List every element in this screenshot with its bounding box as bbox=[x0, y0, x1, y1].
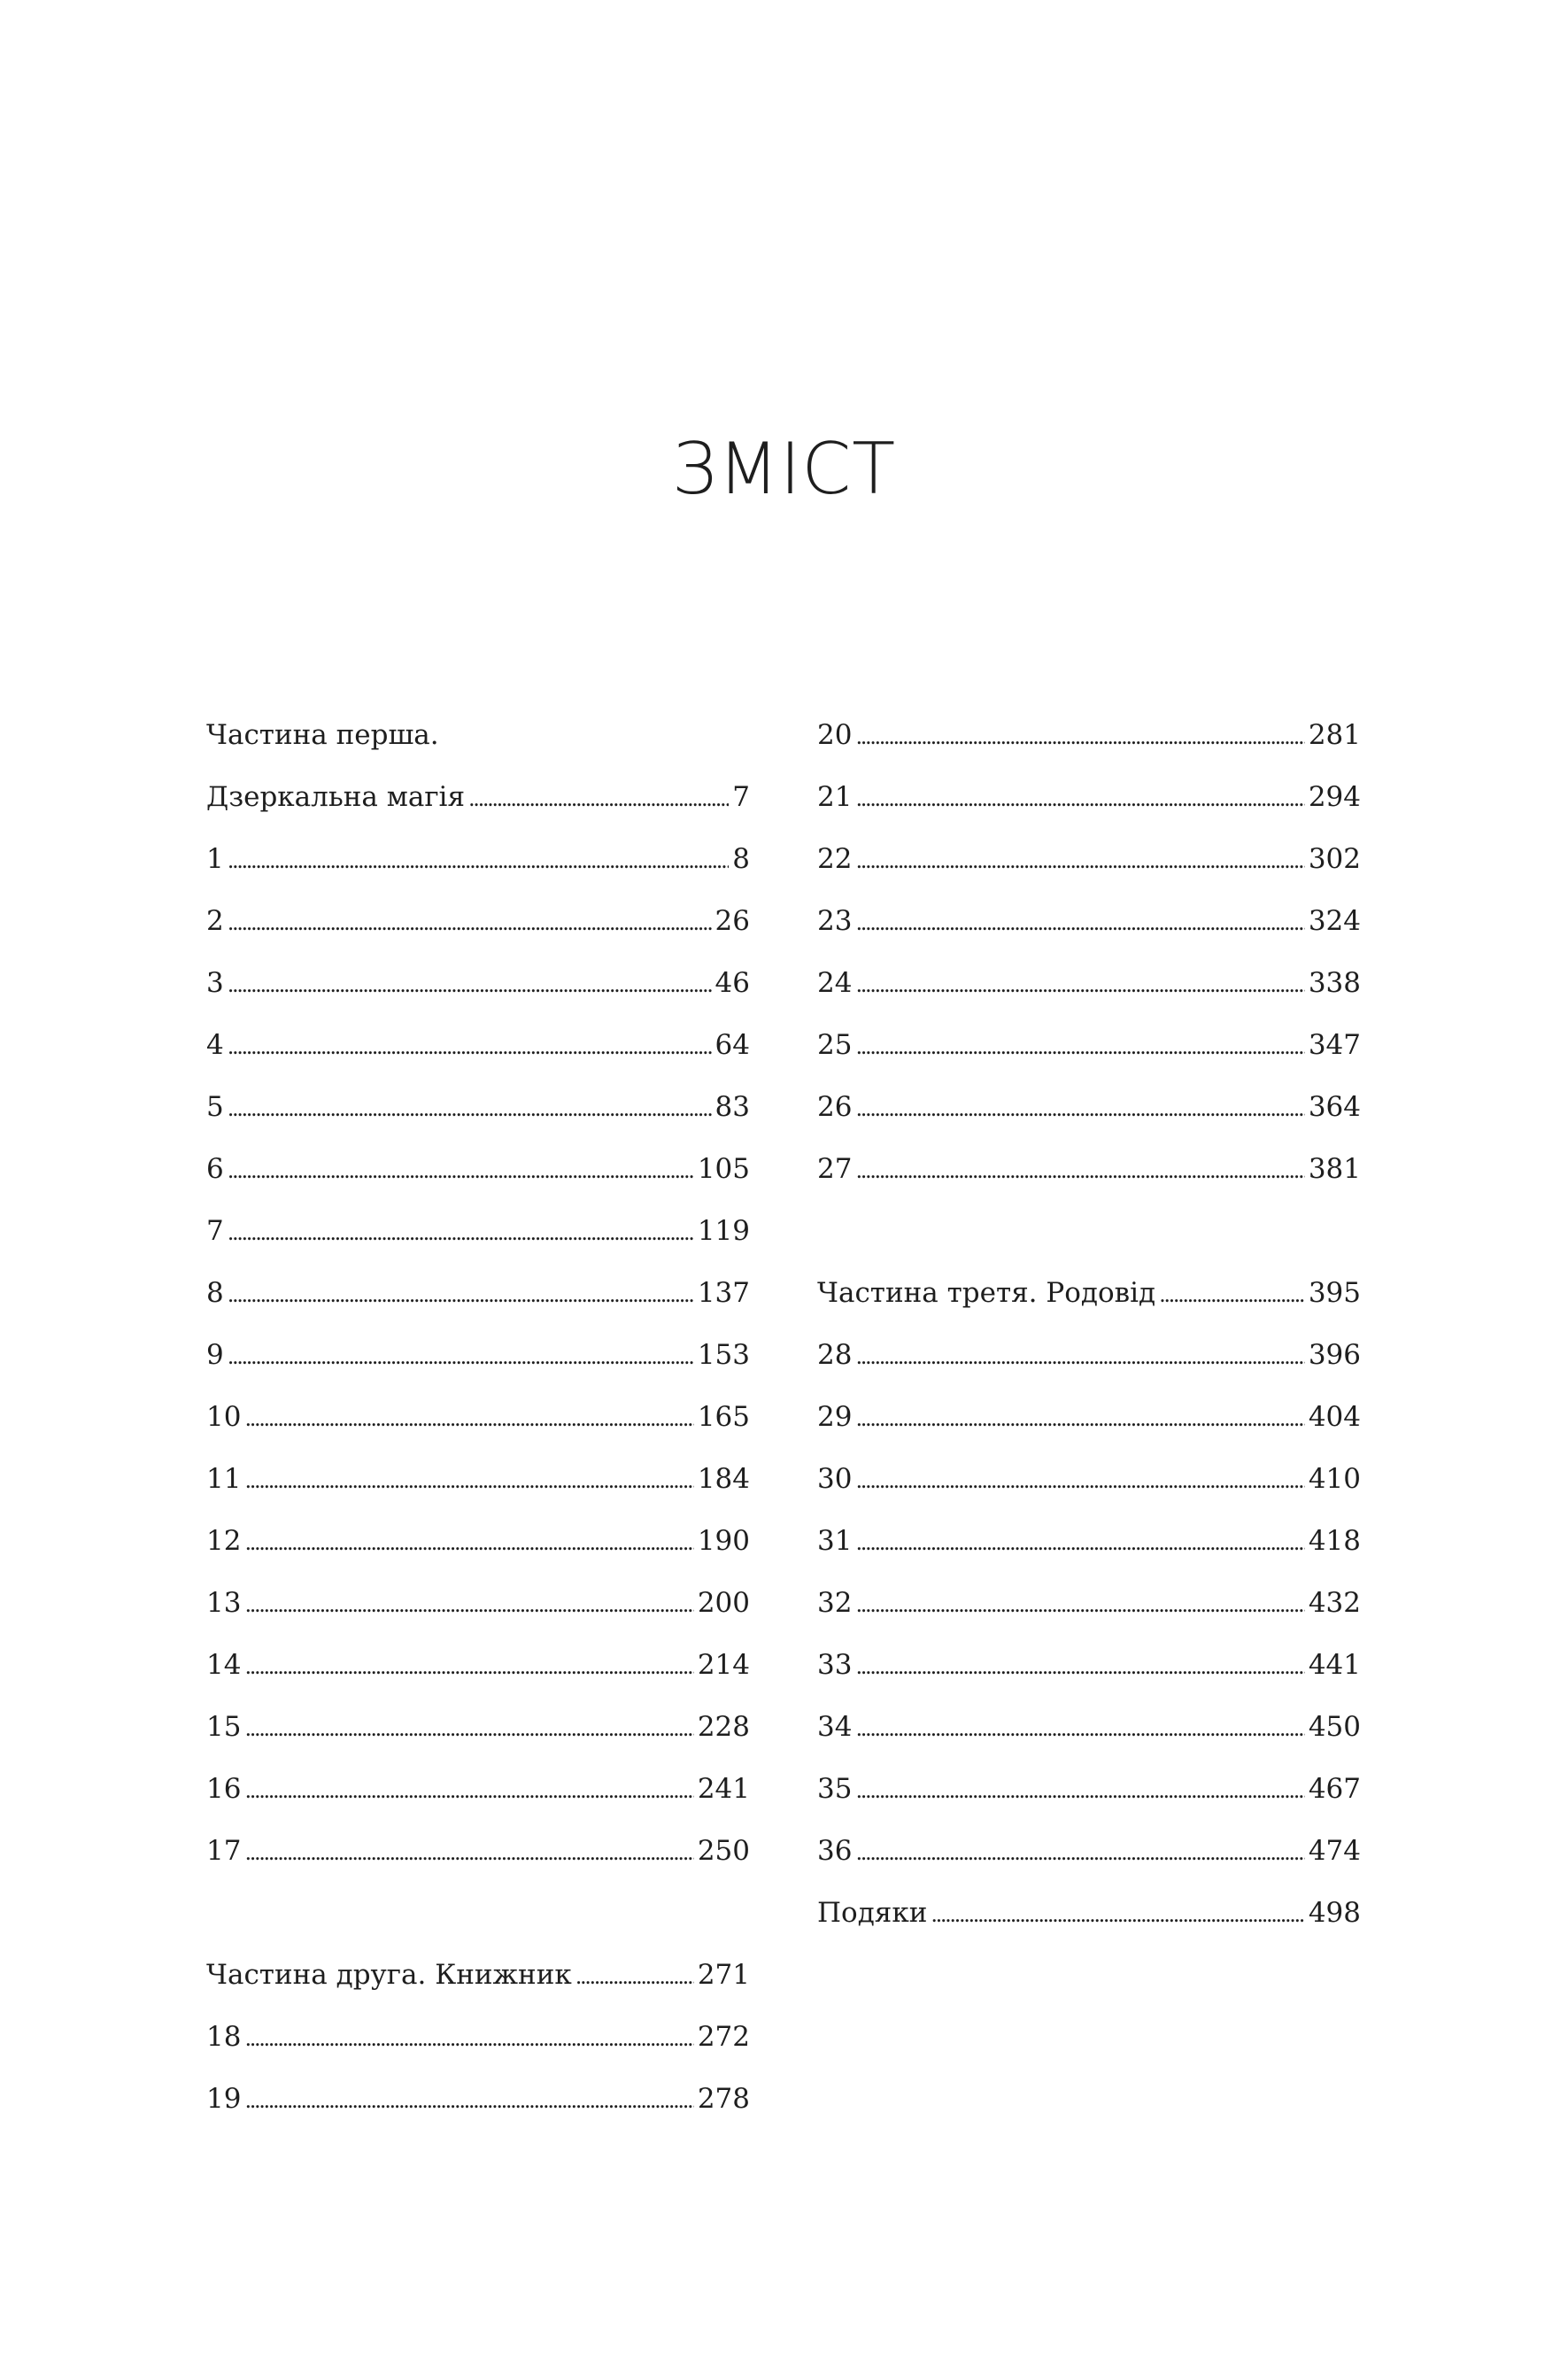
toc-entry bbox=[817, 1882, 1361, 1944]
dot-leader bbox=[855, 1076, 1304, 1140]
toc-entry-label: 5 bbox=[206, 1091, 224, 1123]
dot-leader bbox=[228, 1076, 712, 1140]
toc-entry-page-number: 347 bbox=[1308, 1029, 1361, 1061]
toc-entry-page-number: 200 bbox=[697, 1587, 750, 1619]
dot-leader bbox=[575, 1944, 694, 2008]
toc-entry-page-number: 165 bbox=[697, 1401, 750, 1433]
toc-entry bbox=[206, 766, 750, 828]
toc-entry-page-number: 228 bbox=[697, 1711, 750, 1743]
toc-entry-label: 25 bbox=[817, 1029, 853, 1061]
toc-entry bbox=[817, 1014, 1361, 1076]
toc-entry bbox=[206, 1572, 750, 1634]
toc-entry-label: 12 bbox=[206, 1525, 242, 1557]
toc-entry bbox=[206, 1014, 750, 1076]
toc-entry-label: 27 bbox=[817, 1153, 853, 1185]
dot-leader bbox=[244, 1448, 693, 1512]
dot-leader bbox=[228, 1138, 694, 1202]
toc-entry bbox=[817, 1696, 1361, 1758]
toc-entry-label: Частина друга. Книжник bbox=[206, 1959, 572, 1991]
toc-entry-label: 6 bbox=[206, 1153, 224, 1185]
toc-entry-label: 9 bbox=[206, 1339, 224, 1371]
toc-entry-page-number: 450 bbox=[1308, 1711, 1361, 1743]
dot-leader bbox=[855, 952, 1304, 1016]
toc-entry-page-number: 272 bbox=[697, 2021, 750, 2053]
toc-entry bbox=[817, 1076, 1361, 1138]
toc-entry bbox=[817, 704, 1361, 766]
dot-leader bbox=[228, 1262, 694, 1326]
dot-leader bbox=[228, 1014, 712, 1078]
toc-entry-page-number: 184 bbox=[697, 1463, 750, 1495]
toc-entry-label: 10 bbox=[206, 1401, 242, 1433]
dot-leader bbox=[855, 1510, 1304, 1574]
dot-leader bbox=[244, 2006, 693, 2070]
toc-entry-page-number: 441 bbox=[1308, 1649, 1361, 1681]
dot-leader bbox=[244, 1572, 693, 1636]
toc-entry-label: 21 bbox=[817, 781, 853, 813]
dot-leader bbox=[855, 766, 1304, 830]
dot-leader bbox=[244, 1634, 693, 1698]
page-title: ЗМІСТ bbox=[671, 428, 897, 510]
toc-spacer bbox=[817, 1200, 1361, 1262]
toc-entry-label: Подяки bbox=[817, 1897, 928, 1929]
toc-entry bbox=[206, 1262, 750, 1324]
dot-leader bbox=[244, 1386, 693, 1450]
toc-entry bbox=[206, 1944, 750, 2006]
toc-entry-page-number: 381 bbox=[1308, 1153, 1361, 1185]
toc-entry-label: 28 bbox=[817, 1339, 853, 1371]
dot-leader bbox=[228, 828, 730, 892]
toc-entry bbox=[817, 1820, 1361, 1882]
toc-entry-page-number: 418 bbox=[1308, 1525, 1361, 1557]
toc-entry bbox=[206, 2068, 750, 2130]
dot-leader bbox=[855, 1014, 1304, 1078]
dot-leader bbox=[244, 1510, 693, 1574]
toc-entry bbox=[817, 828, 1361, 890]
toc-entry-label: 22 bbox=[817, 843, 853, 875]
toc-entry-page-number: 364 bbox=[1308, 1091, 1361, 1123]
toc-entry-page-number: 324 bbox=[1308, 905, 1361, 937]
toc-entry-page-number: 250 bbox=[697, 1835, 750, 1867]
toc-entry bbox=[206, 1324, 750, 1386]
toc-entry bbox=[817, 890, 1361, 952]
toc-entry-label: 26 bbox=[817, 1091, 853, 1123]
toc-entry-label: 29 bbox=[817, 1401, 853, 1433]
dot-leader bbox=[244, 1696, 693, 1760]
toc-entry-label: 35 bbox=[817, 1773, 853, 1805]
toc-entry-label: 4 bbox=[206, 1029, 224, 1061]
dot-leader bbox=[468, 766, 729, 830]
dot-leader bbox=[228, 1200, 694, 1264]
dot-leader bbox=[855, 1386, 1304, 1450]
toc-entry bbox=[817, 1324, 1361, 1386]
toc-entry bbox=[206, 1138, 750, 1200]
dot-leader bbox=[1159, 1262, 1305, 1326]
toc-entry bbox=[817, 1262, 1361, 1324]
toc-entry bbox=[206, 1758, 750, 1820]
toc-entry-page-number: 404 bbox=[1308, 1401, 1361, 1433]
toc-entry-label: 24 bbox=[817, 967, 853, 999]
toc-entry-page-number: 153 bbox=[697, 1339, 750, 1371]
toc-entry-label: 36 bbox=[817, 1835, 853, 1867]
toc-entry-label: Дзеркальна магія bbox=[206, 781, 466, 813]
dot-leader bbox=[244, 1758, 693, 1822]
toc-entry-page-number: 190 bbox=[697, 1525, 750, 1557]
toc-entry-label: 11 bbox=[206, 1463, 242, 1495]
toc-entry-label: 32 bbox=[817, 1587, 853, 1619]
toc-entry-label: 15 bbox=[206, 1711, 242, 1743]
toc-entry-page-number: 410 bbox=[1308, 1463, 1361, 1495]
toc-entry bbox=[206, 1200, 750, 1262]
dot-leader bbox=[855, 1696, 1304, 1760]
dot-leader bbox=[931, 1882, 1304, 1946]
dot-leader bbox=[855, 1634, 1304, 1698]
toc-entry bbox=[206, 890, 750, 952]
toc-entry-label: 8 bbox=[206, 1277, 224, 1309]
toc-entry-label: Частина перша. bbox=[206, 719, 439, 751]
toc-entry-label: 23 bbox=[817, 905, 853, 937]
toc-entry-label: Частина третя. Родовід bbox=[817, 1277, 1156, 1309]
toc-entry bbox=[817, 1448, 1361, 1510]
toc-entry-label: 18 bbox=[206, 2021, 242, 2053]
dot-leader bbox=[855, 1572, 1304, 1636]
toc-entry-page-number: 278 bbox=[697, 2083, 750, 2115]
toc-entry bbox=[206, 1386, 750, 1448]
toc-right-column bbox=[817, 704, 1361, 1944]
toc-entry-label: 1 bbox=[206, 843, 224, 875]
toc-entry bbox=[817, 1634, 1361, 1696]
toc-entry-page-number: 64 bbox=[714, 1029, 750, 1061]
dot-leader bbox=[855, 1324, 1304, 1388]
toc-entry bbox=[817, 1510, 1361, 1572]
dot-leader bbox=[228, 1324, 694, 1388]
toc-entry-label: 16 bbox=[206, 1773, 242, 1805]
toc-entry-page-number: 119 bbox=[697, 1215, 750, 1247]
toc-entry-page-number: 432 bbox=[1308, 1587, 1361, 1619]
toc-entry bbox=[206, 1448, 750, 1510]
toc-entry-page-number: 137 bbox=[697, 1277, 750, 1309]
toc-entry-page-number: 271 bbox=[697, 1959, 750, 1991]
toc-entry-label: 31 bbox=[817, 1525, 853, 1557]
toc-entry bbox=[817, 1138, 1361, 1200]
dot-leader bbox=[244, 2068, 693, 2132]
toc-entry-page-number: 281 bbox=[1308, 719, 1361, 751]
dot-leader bbox=[855, 890, 1304, 954]
toc-entry-label: 17 bbox=[206, 1835, 242, 1867]
toc-entry bbox=[206, 828, 750, 890]
toc-entry bbox=[817, 1758, 1361, 1820]
dot-leader bbox=[855, 1138, 1304, 1202]
toc-entry-label: 34 bbox=[817, 1711, 853, 1743]
toc-entry-label: 3 bbox=[206, 967, 224, 999]
toc-left-column bbox=[206, 704, 750, 2130]
toc-entry-page-number: 7 bbox=[732, 781, 750, 813]
toc-entry-page-number: 83 bbox=[714, 1091, 750, 1123]
toc-entry bbox=[206, 1820, 750, 1882]
toc-entry bbox=[206, 1634, 750, 1696]
toc-entry-page-number: 46 bbox=[714, 967, 750, 999]
dot-leader bbox=[855, 704, 1304, 768]
toc-entry bbox=[206, 1696, 750, 1758]
toc-entry-page-number: 214 bbox=[697, 1649, 750, 1681]
dot-leader bbox=[855, 828, 1304, 892]
toc-entry-label: 2 bbox=[206, 905, 224, 937]
dot-leader bbox=[855, 1758, 1304, 1822]
dot-leader bbox=[855, 1448, 1304, 1512]
toc-entry bbox=[817, 952, 1361, 1014]
toc-entry-page-number: 498 bbox=[1308, 1897, 1361, 1929]
toc-entry-page-number: 338 bbox=[1308, 967, 1361, 999]
toc-entry bbox=[206, 952, 750, 1014]
toc-entry-label: 13 bbox=[206, 1587, 242, 1619]
toc-entry bbox=[817, 1386, 1361, 1448]
toc-entry bbox=[206, 704, 750, 766]
toc-spacer bbox=[206, 1882, 750, 1944]
toc-entry-page-number: 241 bbox=[697, 1773, 750, 1805]
toc-entry-page-number: 396 bbox=[1308, 1339, 1361, 1371]
toc-entry bbox=[206, 2006, 750, 2068]
toc-entry bbox=[206, 1510, 750, 1572]
toc-entry-label: 19 bbox=[206, 2083, 242, 2115]
toc-entry-page-number: 105 bbox=[697, 1153, 750, 1185]
toc-entry-page-number: 8 bbox=[732, 843, 750, 875]
toc-entry bbox=[817, 1572, 1361, 1634]
toc-entry-label: 33 bbox=[817, 1649, 853, 1681]
toc-entry-page-number: 302 bbox=[1308, 843, 1361, 875]
toc-entry-page-number: 294 bbox=[1308, 781, 1361, 813]
dot-leader bbox=[855, 1820, 1304, 1884]
toc-entry-label: 14 bbox=[206, 1649, 242, 1681]
dot-leader bbox=[228, 952, 712, 1016]
toc-entry-label: 7 bbox=[206, 1215, 224, 1247]
toc-entry bbox=[206, 1076, 750, 1138]
toc-entry-page-number: 26 bbox=[714, 905, 750, 937]
toc-entry-page-number: 474 bbox=[1308, 1835, 1361, 1867]
toc-entry bbox=[817, 766, 1361, 828]
toc-entry-page-number: 395 bbox=[1308, 1277, 1361, 1309]
toc-entry-page-number: 467 bbox=[1308, 1773, 1361, 1805]
toc-entry-label: 20 bbox=[817, 719, 853, 751]
toc-entry-label: 30 bbox=[817, 1463, 853, 1495]
dot-leader bbox=[228, 890, 712, 954]
dot-leader bbox=[244, 1820, 693, 1884]
